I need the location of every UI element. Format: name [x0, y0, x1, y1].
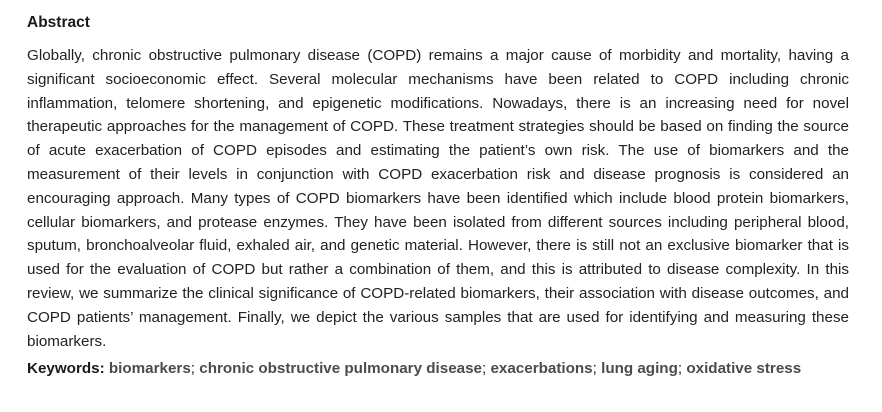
keyword-separator: ; — [677, 360, 683, 378]
keyword-separator: ; — [482, 360, 487, 378]
abstract-section — [27, 12, 849, 380]
keywords-label: Keywords: — [27, 360, 105, 378]
keyword-link-copd[interactable]: chronic obstructive pulmonary disease — [199, 360, 482, 378]
keyword-link-lung-aging[interactable]: lung aging — [601, 360, 678, 378]
keyword-separator: ; — [592, 360, 597, 378]
abstract-heading: Abstract — [27, 14, 90, 31]
keywords-line — [27, 358, 849, 380]
keyword-separator: ; — [190, 360, 196, 378]
keyword-link-exacerbations[interactable]: exacerbations — [490, 360, 593, 378]
keyword-link-oxidative-stress[interactable]: oxidative stress — [686, 360, 802, 378]
abstract-body: Globally, chronic obstructive pulmonary disease (COPD) remains a major cause of morbidity and mortality, having a significant socioeconomic effect. Several molecular mechanisms have been related to COPD including chronic inflammation, telomere shortening, and epigenetic modifications. Nowadays, there is an increasing need for novel therapeutic approaches for the management of COPD. These treatment strategies should be based on finding the source of acute exacerbation of COPD episodes and estimating the patient’s own risk. The use of biomarkers and the measurement of their levels in conjunction with COPD exacerbation risk and disease prognosis is considered an encouraging approach. Many types of COPD biomarkers have been identified which include blood protein biomarkers, cellular biomarkers, and protease enzymes. They have been isolated from different sources including peripheral blood, sputum, bronchoalveolar fluid, exhaled air, and genetic material. However, there is still not an exclusive biomarker that is used for the evaluation of COPD but rather a combination of them, and this is attributed to disease complexity. In this review, we summarize the clinical significance of COPD-related biomarkers, their association with disease outcomes, and COPD patients’ management. Finally, we depict the various samples that are used for identifying and measuring these biomarkers. — [27, 47, 849, 350]
keyword-link-biomarkers[interactable]: biomarkers — [108, 360, 191, 378]
